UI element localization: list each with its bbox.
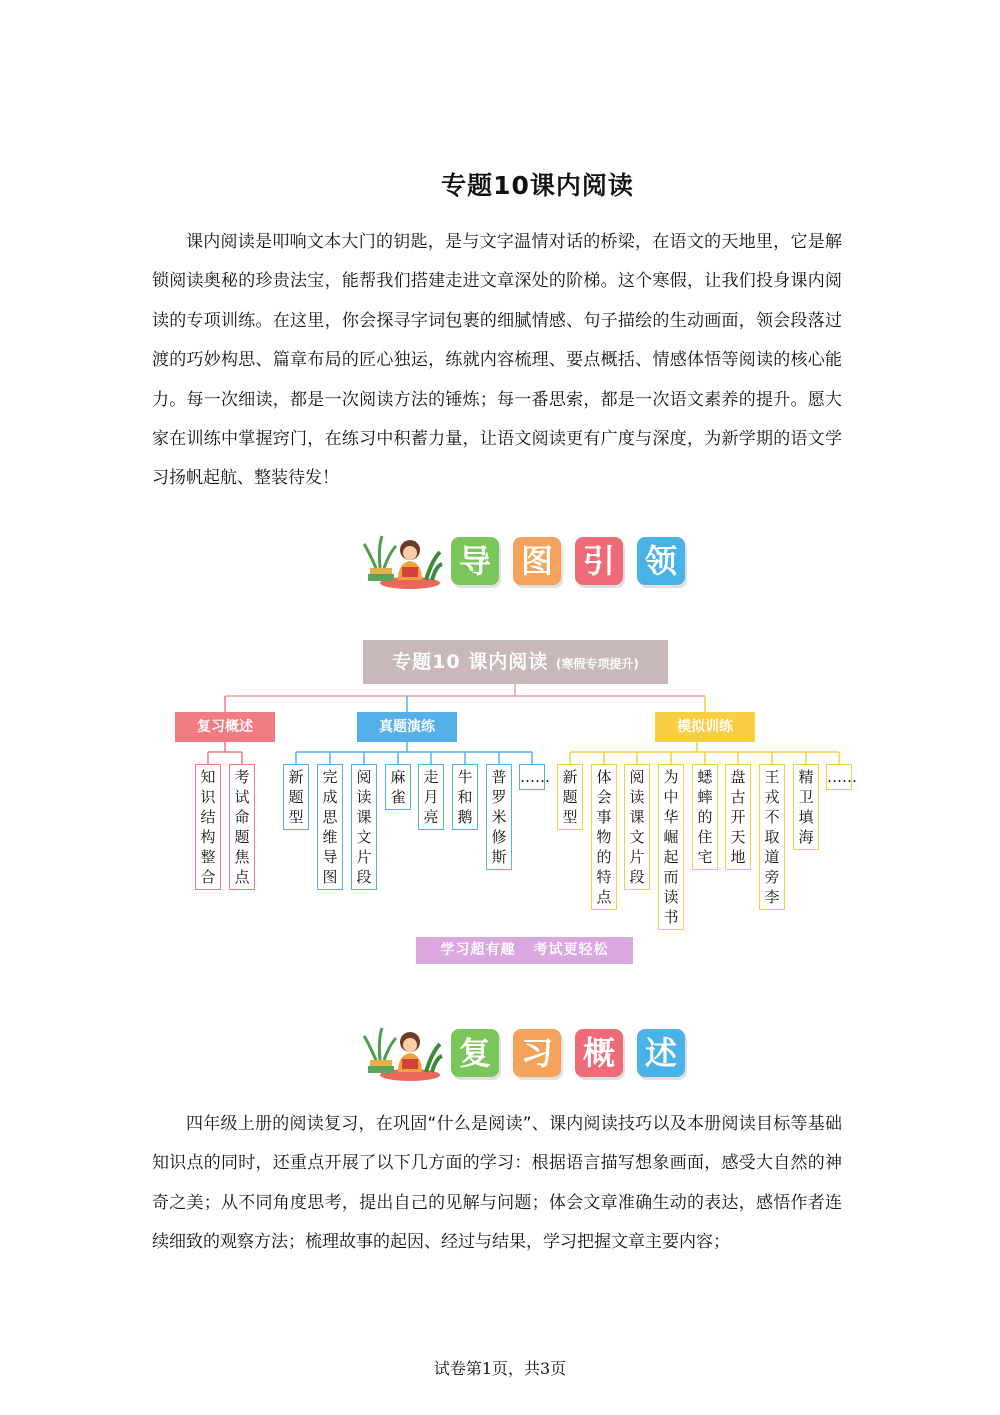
mind-map <box>175 640 865 970</box>
leaf-mock-5: 蟋蟀的住宅 <box>692 764 718 870</box>
footer-phrase-1: 学习超有趣 <box>440 942 516 958</box>
banner1-char-2: 图 <box>513 537 561 585</box>
branch-mock: 模拟训练 <box>655 712 755 742</box>
branch-real-exam: 真题演练 <box>357 712 457 742</box>
leaf-mock-6: 盘古开天地 <box>725 764 751 870</box>
page-footer: 试卷第1页，共3页 <box>433 1359 567 1378</box>
leaf-review-1: 知识结构整合 <box>195 764 221 890</box>
branch-review: 复习概述 <box>175 712 275 742</box>
root-title: 专题10 课内阅读 <box>392 651 549 673</box>
leaf-real-7: 普罗米修斯 <box>486 764 512 870</box>
leaf-real-4: 麻雀 <box>385 764 411 810</box>
reading-girl-icon <box>362 530 444 590</box>
banner1-char-4: 领 <box>637 537 685 585</box>
leaf-mock-2: 体会事物的特点 <box>591 764 617 910</box>
leaf-mock-1: 新题型 <box>557 764 583 830</box>
leaf-real-2: 完成思维导图 <box>317 764 343 890</box>
intro-paragraph <box>152 223 842 499</box>
intro-text: 课内阅读是叩响文本大门的钥匙，是与文字温情对话的桥梁，在语文的天地里，它是解锁阅读奥秘的珍贵法宝，能帮我们搭建走进文章深处的阶梯。这个寒假，让我们投身课内阅读的专项训练。在这里，你会探寻字词包裹的细腻情感、句子描绘的生动画面，领会段落过渡的巧妙构思、篇章布局的匠心独运，练就内容梳理、要点概括、情感体悟等阅读的核心能力。每一次细读，都是一次阅读方法的锤炼；每一番思索，都是一次语文素养的提升。愿大家在训练中掌握窍门，在练习中积蓄力量，让语文阅读更有广度与深度，为新学期的语文学习扬帆起航、整装待发！ <box>152 232 842 489</box>
banner2-char-4: 述 <box>637 1029 685 1077</box>
leaf-real-6: 牛和鹅 <box>452 764 478 830</box>
leaf-mock-7: 王戎不取道旁李 <box>759 764 785 910</box>
leaf-review-2: 考试命题焦点 <box>229 764 255 890</box>
reading-girl-icon <box>362 1022 444 1082</box>
section-banner-review <box>362 1022 692 1082</box>
banner2-char-2: 习 <box>513 1029 561 1077</box>
mind-map-root <box>363 640 668 684</box>
leaf-mock-8: 精卫填海 <box>793 764 819 850</box>
leaf-real-3: 阅读课文片段 <box>351 764 377 890</box>
review-text: 四年级上册的阅读复习，在巩固“什么是阅读”、课内阅读技巧以及本册阅读目标等基础知识点的同时，还重点开展了以下几方面的学习：根据语言描写想象画面，感受大自然的神奇之美；从不同角度思考，提出自己的见解与问题；体会文章准确生动的表达，感悟作者连续细致的观察方法；梳理故事的起因、经过与结果，学习把握文章主要内容； <box>152 1114 842 1253</box>
leaf-real-1: 新题型 <box>283 764 309 830</box>
banner2-char-3: 概 <box>575 1029 623 1077</box>
mind-map-footer <box>416 937 633 964</box>
review-paragraph <box>152 1105 842 1263</box>
leaf-mock-3: 阅读课文片段 <box>624 764 650 890</box>
footer-phrase-2: 考试更轻松 <box>533 942 609 958</box>
banner1-char-3: 引 <box>575 537 623 585</box>
banner2-char-1: 复 <box>451 1029 499 1077</box>
leaf-real-5: 走月亮 <box>418 764 444 830</box>
leaf-mock-4: 为中华崛起而读书 <box>658 764 684 930</box>
section-banner-mindmap <box>362 530 692 590</box>
page-title: 专题10课内阅读 <box>441 171 634 200</box>
banner1-char-1: 导 <box>451 537 499 585</box>
leaf-real-8: …… <box>519 764 545 790</box>
root-subtitle: (寒假专项提升) <box>555 657 639 671</box>
leaf-mock-9: …… <box>826 764 852 790</box>
